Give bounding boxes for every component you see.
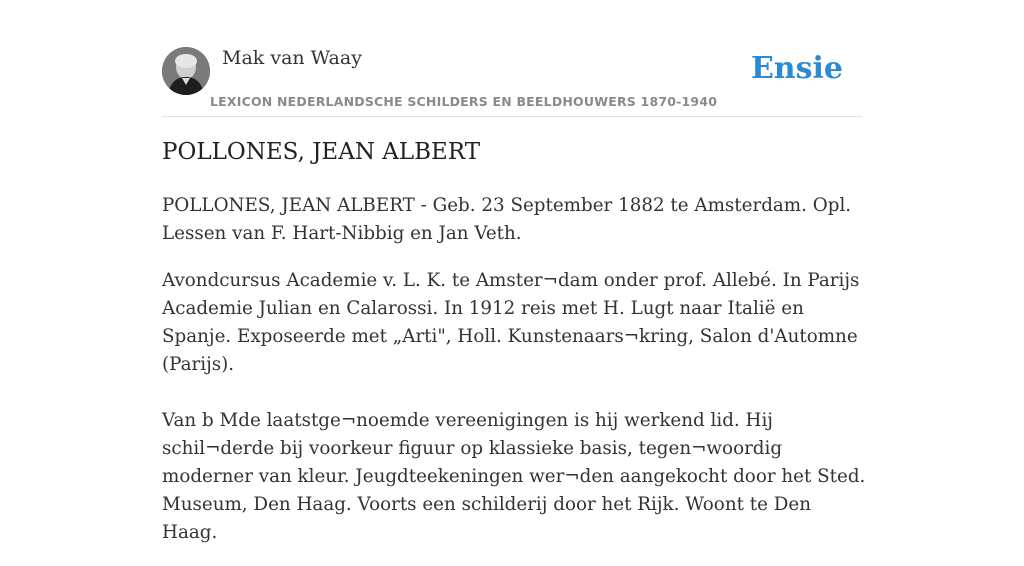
ensie-logo-link[interactable]: Ensie [750, 51, 843, 86]
header [162, 46, 862, 117]
author-name[interactable]: Mak van Waay [222, 47, 362, 69]
author-avatar[interactable] [162, 47, 210, 95]
article-paragraph: Avondcursus Academie v. L. K. te Amster¬dam onder prof. Allebé. In Parijs Academie Julian en Calarossi. In 1912 reis met H. Lugt naar Italië en Spanje. Exposeerde met „Arti", Holl. Kunstenaars¬kring, Salon d'Automne (Parijs). Van b Mde laatstge¬noemde vereenigingen is hij werkend lid. Hij schil¬derde bij voorkeur figuur op klassieke basis, tegen¬woordig moderner van kleur. Jeugdteekeningen wer¬den aangekocht door het Sted. Museum, Den Haag. Voorts een schilderij door het Rijk. Woont te Den Haag. [162, 270, 866, 543]
article-paragraph: POLLONES, JEAN ALBERT - Geb. 23 September 1882 te Amsterdam. Opl. Lessen van F. Hart-Nibbig en Jan Veth. [162, 195, 852, 244]
lexicon-subtitle[interactable]: LEXICON NEDERLANDSCHE SCHILDERS EN BEELDHOUWERS 1870-1940 [210, 94, 718, 109]
page-title: POLLONES, JEAN ALBERT [162, 139, 481, 165]
author-portrait-icon [162, 47, 210, 95]
article-body [162, 192, 867, 566]
